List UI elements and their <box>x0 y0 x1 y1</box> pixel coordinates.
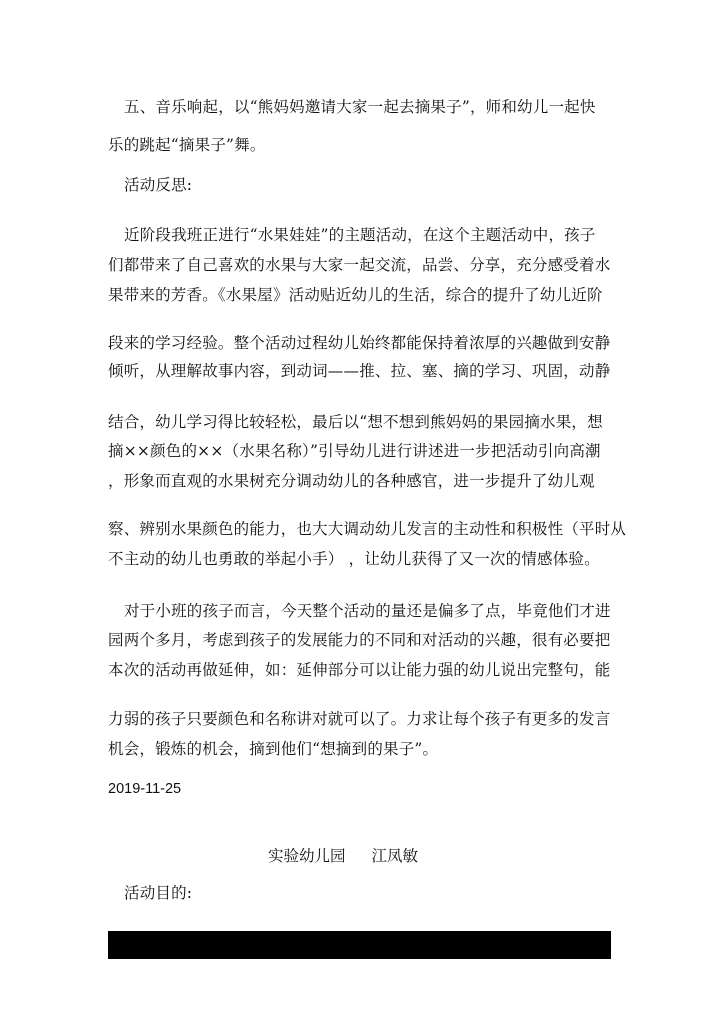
text-line: 结合，幼儿学习得比较轻松，最后以“想不想到熊妈妈的果园摘水果，想 <box>108 413 603 431</box>
text-line: 近阶段我班正进行“水果娃娃”的主题活动，在这个主题活动中，孩子 <box>124 226 596 244</box>
text-line: 果带来的芳香。《水果屋》活动贴近幼儿的生活，综合的提升了幼儿近阶 <box>108 286 603 304</box>
text-line: ，形象而直观的水果树充分调动幼儿的各种感官，进一步提升了幼儿观 <box>108 472 595 490</box>
text-line: 对于小班的孩子而言，今天整个活动的量还是偏多了点，毕竟他们才进 <box>124 602 611 620</box>
text-line: 不主动的幼儿也勇敢的举起小手） ，让幼儿获得了又一次的情感体验。 <box>108 550 600 568</box>
text-line: 倾听，从理解故事内容，到动词——推、拉、塞、摘的学习、巩固，动静 <box>108 362 611 380</box>
text-line: 察、辨别水果颜色的能力，也大大调动幼儿发言的主动性和积极性（平时从 <box>108 520 627 538</box>
text-line: 本次的活动再做延伸，如：延伸部分可以让能力强的幼儿说出完整句，能 <box>108 661 611 679</box>
text-line: 机会，锻炼的机会，摘到他们“想摘到的果子”。 <box>108 740 439 758</box>
text-line: 乐的跳起“摘果子”舞。 <box>108 136 266 154</box>
text-line: 们都带来了自己喜欢的水果与大家一起交流，品尝、分享，充分感受着水 <box>108 256 611 274</box>
redaction-bar <box>108 931 611 959</box>
school-name: 实验幼儿园 <box>268 847 346 865</box>
text-line: 段来的学习经验。整个活动过程幼儿始终都能保持着浓厚的兴趣做到安静 <box>108 334 611 352</box>
section-heading-reflection: 活动反思: <box>124 176 193 194</box>
signature <box>268 846 418 866</box>
document-date: 2019-11-25 <box>108 781 182 797</box>
text-line: 摘××颜色的××（水果名称）”引导幼儿进行讲述进一步把活动引向高潮 <box>108 442 601 460</box>
text-line: 力弱的孩子只要颜色和名称讲对就可以了。力求让每个孩子有更多的发言 <box>108 710 611 728</box>
text-line: 五、音乐响起，以“熊妈妈邀请大家一起去摘果子”，师和幼儿一起快 <box>124 98 596 116</box>
section-heading-objectives: 活动目的: <box>124 884 193 902</box>
author-name: 江凤敏 <box>371 847 419 865</box>
text-line: 园两个多月，考虑到孩子的发展能力的不同和对活动的兴趣，很有必要把 <box>108 631 611 649</box>
